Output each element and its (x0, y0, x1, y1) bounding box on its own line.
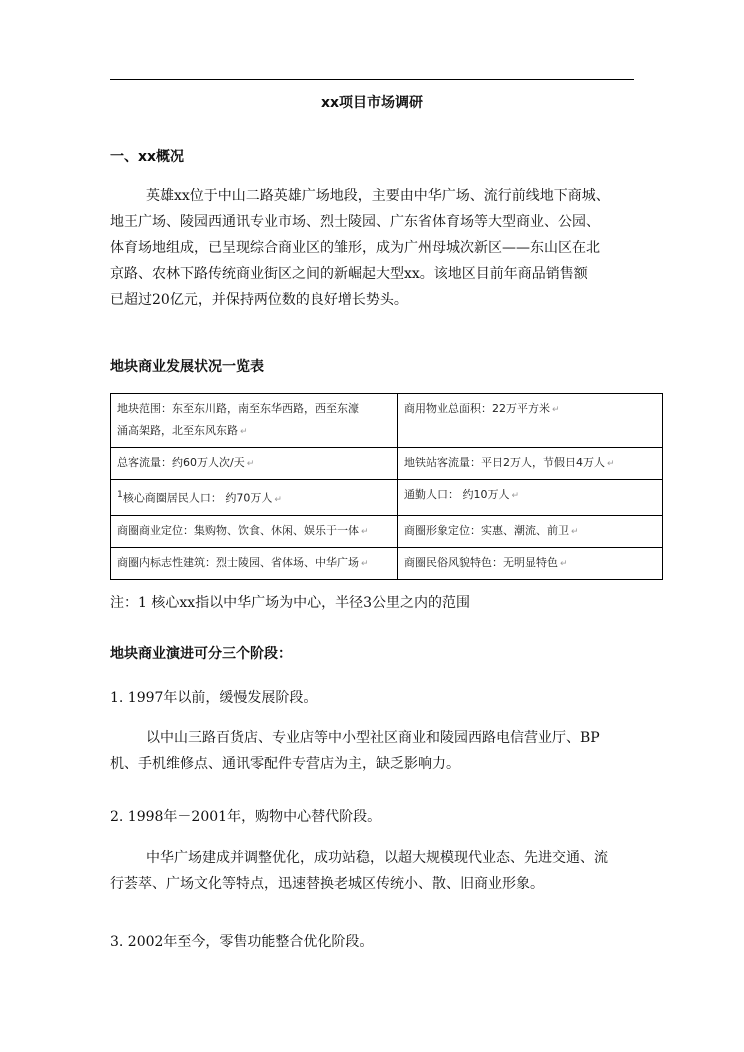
cell-text: 通勤人口： 约10万人 (404, 488, 510, 501)
cell-end-mark: ↵ (511, 491, 520, 501)
stages-heading: 地块商业演进可分三个阶段： (110, 646, 292, 662)
table-cell-core-population (111, 480, 398, 516)
table-row (111, 394, 663, 448)
document-title: xx项目市场调研 (320, 95, 424, 111)
table-cell-commercial-area (398, 394, 663, 448)
stage-title: 1. 1997年以前，缓慢发展阶段。 (110, 690, 318, 706)
table-cell-metro-flow (398, 448, 663, 480)
table-cell-commuter-population (398, 480, 663, 516)
cell-text: 地铁站客流量：平日2万人，节假日4万人 (404, 456, 605, 469)
cell-end-mark: ↵ (274, 494, 282, 505)
cell-text: 总客流量：约60万人次/天 (117, 456, 245, 469)
cell-end-mark: ↵ (571, 526, 579, 537)
paragraph-line: 已超过20亿元，并保持两位数的良好增长势头。 (110, 292, 408, 308)
section-heading-overview: 一、xx概况 (110, 149, 185, 165)
table-cell-land-scope (111, 394, 398, 448)
table-cell-folk-features (398, 547, 663, 579)
table-footnote: 注：1 核心xx指以中华广场为中心，半径3公里之内的范围 (110, 595, 471, 611)
cell-end-mark: ↵ (240, 427, 248, 437)
paragraph-line: 中华广场建成并调整优化，成功站稳，以超大规模现代业态、先进交通、流 (146, 850, 608, 866)
stage-title: 2. 1998年－2001年，购物中心替代阶段。 (110, 809, 382, 825)
land-info-table (110, 393, 663, 580)
overview-paragraph (110, 183, 634, 313)
stage-description (110, 845, 634, 897)
cell-end-mark: ↵ (552, 405, 560, 415)
cell-text: 地块范围：东至东川路，南至东华西路，西至东濠 (117, 402, 359, 415)
table-row (111, 547, 663, 579)
cell-text: 商圈形象定位：实惠、潮流、前卫 (404, 523, 569, 537)
footnote-marker: 1 (117, 489, 123, 500)
cell-text: 涌高架路，北至东风东路 (117, 424, 238, 437)
stage-description (110, 725, 634, 777)
table-row (111, 515, 663, 547)
paragraph-line: 行荟萃、广场文化等特点，迅速替换老城区传统小、散、旧商业形象。 (110, 876, 544, 892)
table-heading: 地块商业发展状况一览表 (110, 359, 264, 375)
table-cell-business-positioning (111, 515, 398, 547)
table-cell-landmarks (111, 547, 398, 579)
paragraph-line: 机、手机维修点、通讯零配件专营店为主，缺乏影响力。 (110, 756, 460, 772)
paragraph-line: 体育场地组成，已呈现综合商业区的雏形，成为广州母城次新区——东山区在北 (110, 240, 600, 256)
table-cell-passenger-flow (111, 448, 398, 480)
header-rule (110, 79, 634, 80)
cell-end-mark: ↵ (246, 459, 255, 469)
cell-end-mark: ↵ (361, 558, 369, 569)
stage-title: 3. 2002年至今，零售功能整合优化阶段。 (110, 934, 374, 950)
paragraph-line: 以中山三路百货店、专业店等中小型社区商业和陵园西路电信营业厅、BP (146, 730, 600, 746)
paragraph-line: 英雄xx位于中山二路英雄广场地段，主要由中华广场、流行前线地下商城、 (146, 188, 610, 204)
paragraph-line: 京路、农林下路传统商业街区之间的新崛起大型xx。该地区目前年商品销售额 (110, 266, 588, 282)
cell-end-mark: ↵ (560, 558, 568, 569)
paragraph-line: 地王广场、陵园西通讯专业市场、烈士陵园、广东省体育场等大型商业、公园、 (110, 214, 600, 230)
cell-text: 商圈商业定位：集购物、饮食、休闲、娱乐于一体 (117, 523, 359, 537)
cell-end-mark: ↵ (607, 459, 615, 469)
table-row (111, 448, 663, 480)
cell-end-mark: ↵ (361, 526, 369, 537)
cell-text: 商用物业总面积：22万平方米 (404, 402, 550, 415)
table-cell-image-positioning (398, 515, 663, 547)
cell-text: 商圈内标志性建筑：烈士陵园、省体场、中华广场 (117, 555, 359, 569)
cell-text: 核心商圈居民人口： 约70万人 (122, 491, 273, 505)
cell-text: 商圈民俗风貌特色：无明显特色 (404, 555, 558, 569)
table-row (111, 480, 663, 516)
